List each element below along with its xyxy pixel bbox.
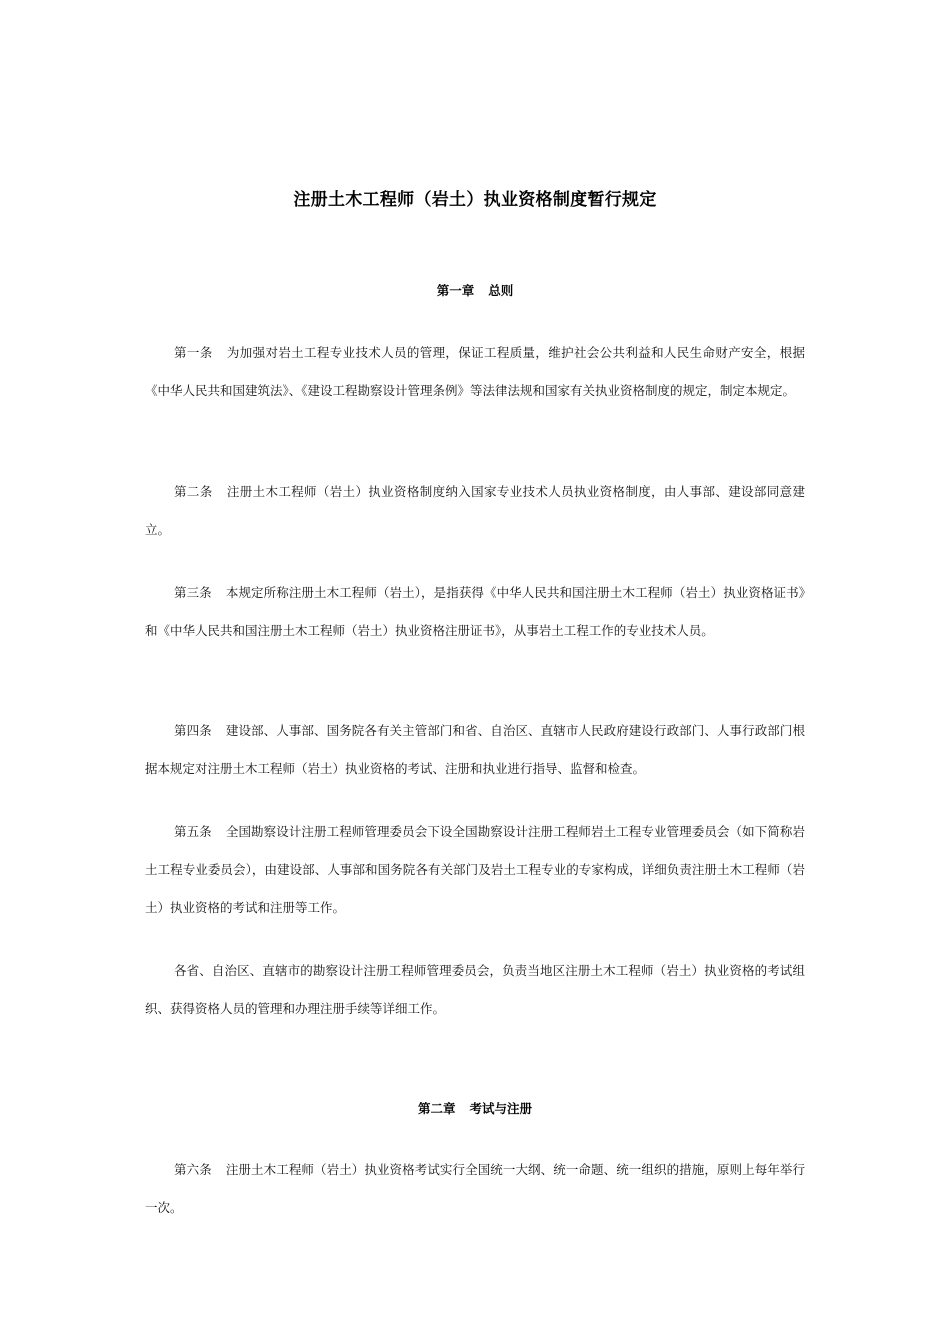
article-text: 注册土木工程师（岩土）执业资格考试实行全国统一大纲、统一命题、统一组织的措施，原则上每年举行一次。	[145, 1162, 805, 1215]
article-paragraph-6	[145, 1151, 805, 1227]
document-title: 注册土木工程师（岩土）执业资格制度暂行规定	[293, 190, 657, 210]
article-paragraph-3	[145, 574, 805, 650]
article-paragraph-2	[145, 473, 805, 549]
article-paragraph-5	[145, 813, 805, 927]
paragraph-text: 各省、自治区、直辖市的勘察设计注册工程师管理委员会，负责当地区注册土木工程师（岩土）执业资格的考试组织、获得资格人员的管理和办理注册手续等详细工作。	[145, 963, 805, 1016]
article-text: 全国勘察设计注册工程师管理委员会下设全国勘察设计注册工程师岩土工程专业管理委员会（如下简称岩土工程专业委员会），由建设部、人事部和国务院各有关部门及岩土工程专业的专家构成，详细负责注册土木工程师（岩土）执业资格的考试和注册等工作。	[145, 824, 805, 915]
article-number: 第六条	[174, 1162, 212, 1177]
article-number: 第一条	[174, 345, 213, 360]
chapter-name: 考试与注册	[469, 1101, 533, 1116]
chapter-number: 第二章	[417, 1101, 456, 1116]
article-text: 建设部、人事部、国务院各有关主管部门和省、自治区、直辖市人民政府建设行政部门、人事行政部门根据本规定对注册土木工程师（岩土）执业资格的考试、注册和执业进行指导、监督和检查。	[145, 723, 805, 776]
article-number: 第二条	[174, 484, 213, 499]
article-text: 本规定所称注册土木工程师（岩土），是指获得《中华人民共和国注册土木工程师（岩土）执业资格证书》和《中华人民共和国注册土木工程师（岩土）执业资格注册证书》，从事岩土工程工作的专业技术人员。	[145, 585, 805, 638]
article-text: 为加强对岩土工程专业技术人员的管理，保证工程质量，维护社会公共利益和人民生命财产安全，根据《中华人民共和国建筑法》、《建设工程勘察设计管理条例》等法律法规和国家有关执业资格制度的规定，制定本规定。	[145, 345, 805, 398]
chapter-number: 第一章	[436, 283, 475, 298]
chapter-heading-1	[0, 281, 950, 299]
continuation-paragraph	[145, 952, 805, 1028]
article-paragraph-1	[145, 334, 805, 410]
article-number: 第五条	[174, 824, 212, 839]
article-text: 注册土木工程师（岩土）执业资格制度纳入国家专业技术人员执业资格制度，由人事部、建设部同意建立。	[145, 484, 805, 537]
chapter-heading-2	[0, 1099, 950, 1117]
chapter-name: 总则	[488, 283, 514, 298]
article-number: 第四条	[174, 723, 212, 738]
article-paragraph-4	[145, 712, 805, 788]
article-number: 第三条	[174, 585, 212, 600]
